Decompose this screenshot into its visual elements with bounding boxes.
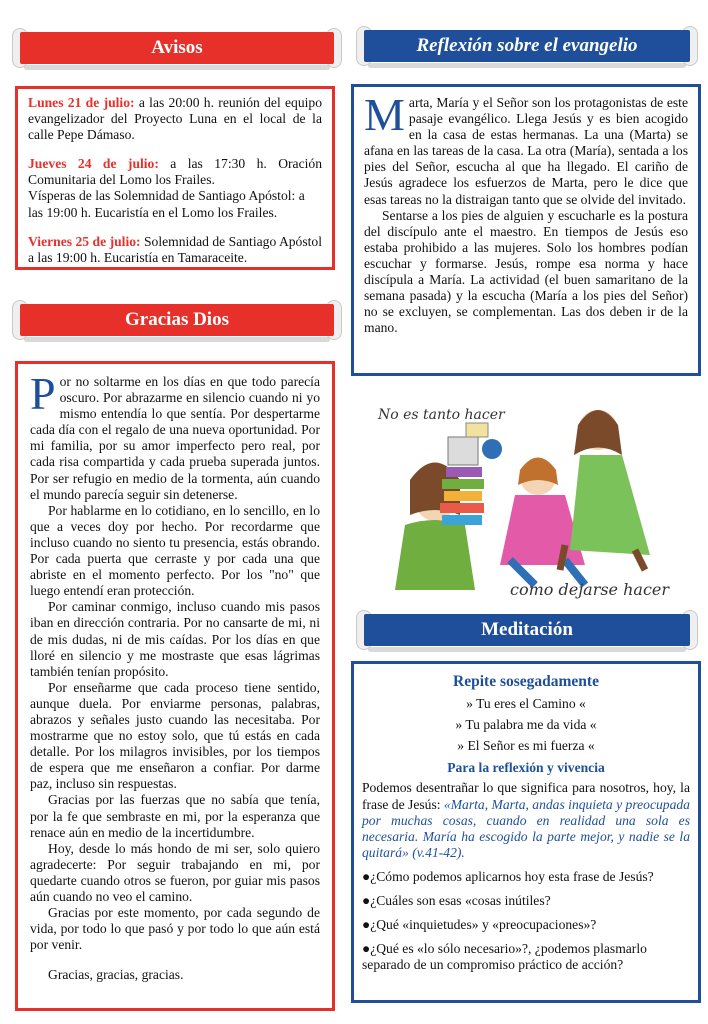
meditacion-banner [358,610,696,650]
meditacion-intro: Podemos desentrañar lo que significa para nosotros, hoy, la frase de Jesús: «Marta, Marta, andas inquieta y preocupada por muchas cosas, cuando en realidad una sola es necesaria. María ha escogido la parte mejor, y nadie se la quitará» (v.41-42). [362,780,690,860]
gracias-paragraph: Hoy, desde lo más hondo de mi ser, solo quiero agradecerte: Por seguir trabajando en mi, por quedarte cuando otros se fueron, por guiar mis pasos aún cuando no veo el camino. [30,840,320,904]
aviso-extra: Vísperas de las Solemnidad de Santiago Apóstol: a las 19:00 h. Eucaristía en el Lomo los Frailes. [28,188,305,220]
reflexion-banner [358,26,696,66]
meditacion-box [351,661,701,1003]
jesus-figure [560,410,650,570]
gracias-paragraph: Por caminar conmigo, incluso cuando mis pasos iban en dirección contraria. Por no cansarte de mi, ni de mis dudas, ni de mis caídas. Por los días en que lloré en silencio y me mostraste que esas lágrimas también tenían propósito. [30,599,320,679]
reflexion-paragraph: Sentarse a los pies de alguien y escucharle es la postura del discípulo ante el maestro. En tiempos de Jesús eso estaba prohibido a las mujeres. Solo los hombres podían escuchar y formarse. Jesús, rompe esa norma y hace discípula a María. La actividad (el buen samaritano de la semana pasada) y la escucha (María a los pies del Señor) no se excluyen, se complementan. Las dos deben ir de la mano. [364,207,688,336]
gracias-paragraph: Gracias por este momento, por cada segundo de vida, por todo lo que pasó y por todo lo que aún está por venir. [30,905,320,953]
aviso-text: a las 20:00 h. reunión del equipo evangelizador del Proyecto Luna en el local de la calle Pepe Dámaso. [28,95,323,143]
gracias-paragraph: Por hablarme en lo cotidiano, en lo sencillo, en lo que a veces doy por hecho. Por recordarme que incluso cuando no siento tu presencia, estás obrando. Por cada puerta que cerraste y por cada una que abriste en el momento perfecto. Por los "no" que luego entendí eran protección. [30,502,320,599]
aviso-date: Jueves 24 de julio: [28,156,159,172]
illustration-text-1: No es tanto hacer [378,407,505,423]
question-item: ●¿Cuáles son esas «cosas inútiles? [362,893,551,909]
repite-line: » El Señor es mi fuerza « [457,738,595,754]
reflexion-box [351,84,701,376]
gracias-banner [14,300,340,340]
reflexion-vivencia-title: Para la reflexión y vivencia [447,760,605,776]
gracias-closing: Gracias, gracias, gracias. [48,967,184,983]
meditacion-title: Meditación [364,614,690,646]
gracias-title: Gracias Dios [20,304,334,336]
gracias-paragraph: Por no soltarme en los días en que todo parecía oscuro. Por abrazarme en silencio cuando ni yo mismo entendía lo que sentía. Por despertarme cada día con el regalo de una nueva oportunidad. Por mi familia, por su amor imperfecto pero real, por cada risa compartida y cada prueba superada juntos. Por ser refugio en medio de la tormenta, aún cuando el mundo parecía seguir sin detenerse. [30,368,320,502]
gospel-quote: «Marta, Marta, andas inquieta y preocupada por muchas cosas, cuando en realidad una sola es necesaria. María ha escogido la parte mejor, y nadie se la quitará» (v.41-42). [362,796,690,860]
maria-figure [500,458,585,586]
aviso-item [28,95,322,143]
repite-line: » Tu eres el Camino « [466,696,586,712]
avisos-title: Avisos [20,32,334,64]
aviso-date: Lunes 21 de julio: [28,95,135,110]
marta-maria-jesus-illustration [360,385,700,605]
drop-cap: M [364,89,405,140]
gracias-box [15,361,335,1011]
question-item: ●¿Qué es «lo sólo necesario»?, ¿podemos plasmarlo separado de un compromiso práctico de acción? [362,941,647,973]
aviso-item [28,156,322,188]
aviso-item [28,234,322,266]
aviso-date: Viernes 25 de julio: [28,233,141,249]
gracias-paragraph: Por enseñarme que cada proceso tiene sentido, aunque duela. Por enviarme personas, palabras, abrazos y señales justo cuando las necesitaba. Por mostrarme que no estoy solo, que tú estás en cada detalle. Por los milagros invisibles, por los tiempos de espera que me enseñaron a confiar. Por darme paz, incluso sin respuestas. [30,679,320,792]
drop-cap: P [30,368,56,419]
aviso-text: a las 17:30 h. Oración Comunitaria del Lomo los Frailes. [28,156,322,188]
repite-title: Repite sosegadamente [453,673,599,690]
gracias-paragraph: Gracias por las fuerzas que no sabía que tenía, por la fe que sembraste en mi, por la esperanza que renace aún en medio de la incertidumbre. [30,792,320,840]
illustration-text-2: como dejarse hacer [510,580,670,599]
avisos-banner [14,28,340,68]
reflexion-paragraph: Marta, María y el Señor son los protagonistas de este pasaje evangélico. Llega Jesús y es bien acogido en la casa de estas hermanas. La una (Marta) se afana en las tareas de la casa. La otra (María), sentada a los pies del Señor, escucha al que ha llegado. El cariño de Jesús agradece los esfuerzos de Marta, pero le dice que esas tareas no la distraigan tanto que se olvide del invitado. [364,89,688,207]
repite-line: » Tu palabra me da vida « [455,717,597,733]
marta-figure [395,423,502,590]
question-item: ●¿Cómo podemos aplicarnos hoy esta frase de Jesús? [362,868,654,884]
question-item: ●¿Qué «inquietudes» y «preocupaciones»? [362,917,597,933]
aviso-text: Solemnidad de Santiago Apóstol a las 19:00 h. Eucaristía en Tamaraceite. [28,233,322,265]
avisos-box [15,86,335,270]
reflexion-title: Reflexión sobre el evangelio [364,30,690,62]
